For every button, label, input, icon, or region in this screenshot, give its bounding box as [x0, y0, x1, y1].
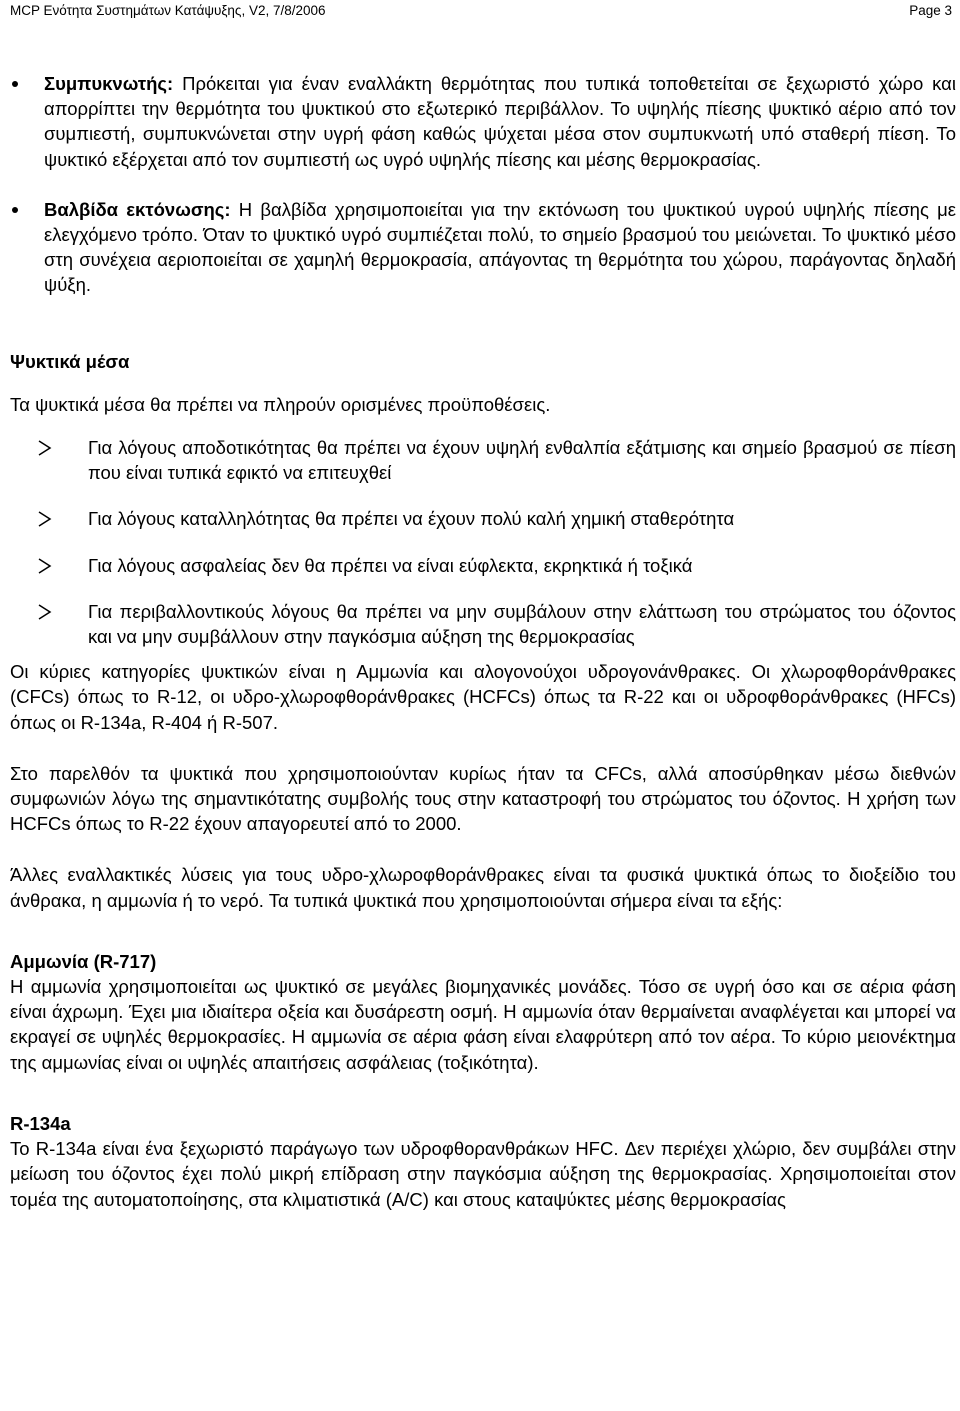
paragraph-alternatives: Άλλες εναλλακτικές λύσεις για τους υδρο-χλωροφθοράνθρακες είναι τα φυσικά ψυκτικά όπως το διοξείδιο του άνθρακα, η αμμωνία ή το νερό. Τα τυπικά ψυκτικά που χρησιμοποιούνται σήμερα είναι τα εξής: — [10, 864, 956, 911]
requirement-text: Για λόγους αποδοτικότητας θα πρέπει να έχουν υψηλή ενθαλπία εξάτμισης και σημείο βρασμού σε πίεση που είναι τυπικά εφικτό να επιτευχθεί — [88, 437, 956, 484]
header-title: MCP Ενότητα Συστημάτων Κατάψυξης, V2, 7/8/2006 — [10, 2, 326, 18]
refrigerants-intro: Τα ψυκτικά μέσα θα πρέπει να πληρούν ορισμένες προϋποθέσεις. — [10, 393, 551, 415]
bullet-condenser — [10, 71, 956, 172]
paragraph-ammonia: Η αμμωνία χρησιμοποιείται ως ψυκτικό σε μεγάλες βιομηχανικές μονάδες. Τόσο σε υγρή όσο και σε αέρια φάση είναι άχρωμη. Έχει μια ιδιαίτερα οξεία και δυσάρεστη οσμή. Η αμμωνία όταν θερμαίνεται αναφλέγεται και μπορεί να εκραγεί σε υψηλές θερμοκρασίες. Η αμμωνία σε αέρια φάση είναι ελαφρύτερη από τον αέρα. Το κύριο μειονέκτημα της αμμωνίας είναι οι υψηλές απαιτήσεις ασφάλειας (τοξικότητα). — [10, 976, 956, 1073]
bullet-term: Βαλβίδα εκτόνωσης: — [44, 198, 231, 220]
section-title-refrigerants: Ψυκτικά μέσα — [10, 350, 130, 372]
requirement-text: Για περιβαλλοντικούς λόγους θα πρέπει να μην συμβάλουν στην ελάττωση του στρώματος του όζοντος και να μην συμβάλλουν στην παγκόσμια αύξηση της θερμοκρασίας — [88, 600, 956, 648]
paragraph-r134a: Το R-134a είναι ένα ξεχωριστό παράγωγο των υδροφθορανθράκων HFC. Δεν περιέχει χλώριο, δεν συμβάλει στην μείωση του όζοντος έχει πολύ μικρή επίδραση στην παγκόσμια αύξηση της θερμοκρασίας. Χρησιμοποιείται στον τομέα της αυτοματοποίησης, στα κλιματιστικά (A/C) και στους καταψύκτες μέσης θερμοκρασίας — [10, 1138, 956, 1210]
arrow-bullet-icon — [10, 599, 88, 649]
arrow-bullet-icon — [10, 435, 88, 485]
page-header — [10, 0, 952, 20]
document-body — [10, 71, 956, 1212]
requirement-item — [10, 553, 956, 578]
arrow-bullet-icon — [10, 506, 88, 531]
paragraph-categories: Οι κύριες κατηγορίες ψυκτικών είναι η Αμμωνία και αλογονούχοι υδρογονάνθρακες. Οι χλωροφθοράνθρακες (CFCs) όπως το R-12, οι υδρο-χλωροφθοράνθρακες (HCFCs) όπως τα R-22 και οι υδροφθοράνθρακες (HFCs) όπως οι R-134a, R-404 ή R-507. — [10, 661, 956, 733]
bullet-dot-icon — [10, 71, 44, 172]
requirement-text: Για λόγους καταλληλότητας θα πρέπει να έχουν πολύ καλή χημική σταθερότητα — [88, 508, 735, 530]
requirement-item — [10, 435, 956, 485]
requirement-item — [10, 506, 956, 531]
page-number: Page 3 — [909, 2, 952, 18]
section-title-r134a: R-134a — [10, 1112, 71, 1134]
requirement-item — [10, 599, 956, 649]
bullet-text: Πρόκειται για έναν εναλλάκτη θερμότητας που τυπικά τοποθετείται σε ξεχωριστό χώρο και απορρίπτει την θερμότητα του ψυκτικού στο εξωτερικό περιβάλλον. Το υψηλής πίεσης ψυκτικό αέριο από τον συμπιεστή, συμπυκνώνεται στην υγρή φάση καθώς ψύχεται μέσα στον συμπυκνωτή υπό σταθερή πίεση. Το ψυκτικό εξέρχεται από τον συμπιεστή ως υγρό υψηλής πίεσης και μέσης θερμοκρασίας. — [44, 73, 956, 170]
bullet-dot-icon — [10, 197, 44, 298]
section-title-ammonia: Αμμωνία (R-717) — [10, 950, 157, 972]
arrow-bullet-icon — [10, 553, 88, 578]
bullet-term: Συμπυκνωτής: — [44, 73, 174, 94]
requirement-text: Για λόγους ασφαλείας δεν θα πρέπει να είναι εύφλεκτα, εκρηκτικά ή τοξικά — [88, 554, 693, 576]
bullet-text: Η βαλβίδα χρησιμοποιείται για την εκτόνωση του ψυκτικού υγρού υψηλής πίεσης με ελεγχόμενο τρόπο. Όταν το ψυκτικό υγρό συμπιέζεται πολύ, το σημείο βρασμού του μειώνεται. Το ψυκτικό μέσο στη συνέχεια αεριοποιείται σε χαμηλή θερμοκρασία, απάγοντας τη θερμότητα του χώρου, παράγοντας δηλαδή ψύξη. — [44, 198, 956, 296]
paragraph-history: Στο παρελθόν τα ψυκτικά που χρησιμοποιούνταν κυρίως ήταν τα CFCs, αλλά αποσύρθηκαν μέσω διεθνών συμφωνιών λόγω της σημαντικότατης συμβολής τους στην καταστροφή του στρώματος του όζοντος. Η χρήση των HCFCs όπως το R-22 έχουν απαγορευτεί από το 2000. — [10, 762, 956, 835]
bullet-expansion-valve — [10, 197, 956, 298]
